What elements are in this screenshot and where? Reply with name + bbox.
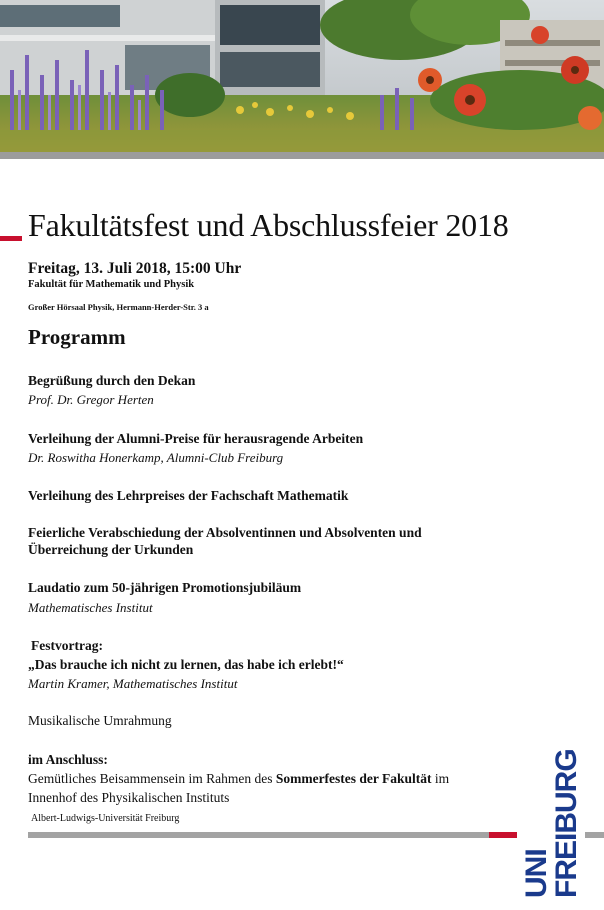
keynote-title: „Das brauche ich nicht zu lernen, das habe ich erlebt!“ (28, 657, 344, 672)
program-heading: Programm (28, 325, 126, 349)
footer-accent (489, 832, 517, 838)
keynote-label: Festvortrag: (31, 638, 103, 653)
program-item-title: Laudatio zum 50-jährigen Promotionsjubiläum (28, 580, 302, 595)
program-item-speaker: Dr. Roswitha Honerkamp, Alumni-Club Freiburg (28, 450, 284, 465)
program-item-speaker: Prof. Dr. Gregor Herten (28, 392, 154, 407)
logo-uni: UNI (520, 849, 553, 898)
header-rule (0, 152, 604, 159)
faculty-name: Fakultät für Mathematik und Physik (28, 279, 195, 290)
afterwards-text: Gemütliches Beisammensein im Rahmen des Sommerfestes der Fakultät im (28, 771, 450, 786)
logo-freiburg: FREIBURG (550, 749, 583, 898)
event-date: Freitag, 13. Juli 2018, 15:00 Uhr (28, 260, 242, 277)
afterwards-location: Innenhof des Physikalischen Instituts (28, 790, 230, 805)
university-name: Albert-Ludwigs-Universität Freiburg (31, 813, 180, 824)
program-item-title: Begrüßung durch den Dekan (28, 373, 196, 388)
program-item-title: Verleihung des Lehrpreises der Fachschaft Mathematik (28, 488, 349, 503)
program-item-title-continued: Überreichung der Urkunden (28, 542, 194, 557)
keynote-speaker: Martin Kramer, Mathematisches Institut (28, 676, 238, 691)
program-item-title: Feierliche Verabschiedung der Absolventinnen und Absolventen und (28, 525, 422, 540)
afterwards-label: im Anschluss: (28, 752, 108, 767)
university-logo (516, 738, 604, 898)
title-accent-bar (0, 236, 22, 241)
program-item-speaker: Mathematisches Institut (28, 600, 153, 615)
program-item-music: Musikalische Umrahmung (28, 713, 172, 728)
footer-rule (28, 832, 489, 838)
event-venue: Großer Hörsaal Physik, Hermann-Herder-Str. 3 a (28, 302, 209, 312)
page-title: Fakultätsfest und Abschlussfeier 2018 (28, 207, 509, 243)
program-item-title: Verleihung der Alumni-Preise für herausragende Arbeiten (28, 431, 364, 446)
header-photo (0, 0, 604, 152)
